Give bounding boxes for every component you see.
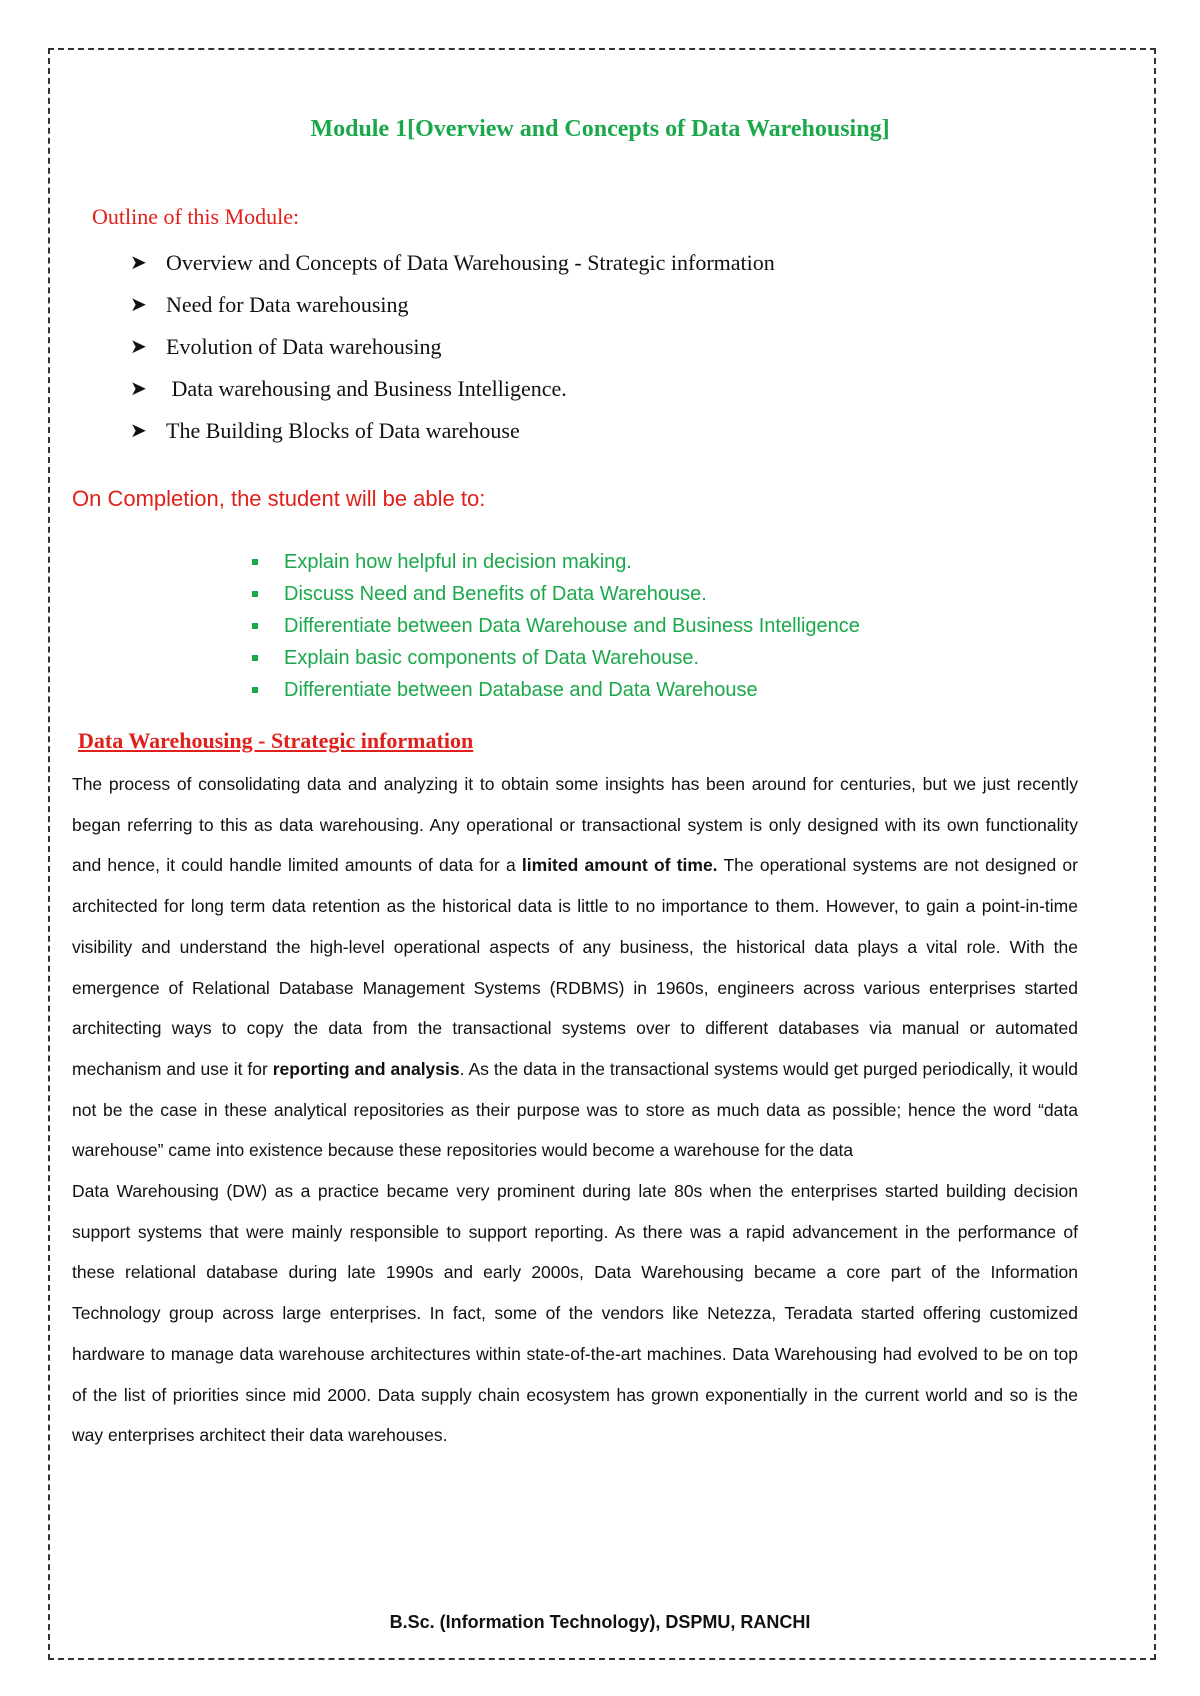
goal-item-text: Discuss Need and Benefits of Data Warehouse. [284,583,707,605]
outline-item-text: Overview and Concepts of Data Warehousing - Strategic information [166,250,775,275]
square-bullet-icon [252,655,258,661]
list-item [130,242,775,284]
square-bullet-icon [252,623,258,629]
paragraph-text: The process of consolidating data and analyzing it to obtain some insights has been around for centuries, but we just recently began referring to this as data warehousing. Any operational or transactional system is only designed with its own functionality and hence, it could handle limited amounts of data for a [72,774,1078,876]
list-item [252,578,860,610]
page-footer: B.Sc. (Information Technology), DSPMU, RANCHI [389,1612,811,1632]
bold-text: limited amount of time. [521,855,718,876]
module-title: Module 1[Overview and Concepts of Data Warehousing] [310,116,890,142]
arrowhead-bullet-icon: ➤ [130,252,147,274]
completion-heading: On Completion, the student will be able to: [72,486,486,511]
section-body [72,764,1078,1456]
list-item [130,368,775,410]
paragraph-text: The operational systems are not designed or architected for long term data retention as the historical data is little to no importance to them. However, to gain a point-in-time visibility and understand the high-level operational aspects of any business, the historical data plays a vital role. With the emergence of Relational Database Management Systems (RDBMS) in 1960s, engineers across various enterprises started architecting ways to copy the data from the transactional systems over to different databases via manual or automated mechanism and use it for [72,855,1078,1079]
list-item [130,326,775,368]
outline-item-text: Need for Data warehousing [166,292,409,317]
outline-list [130,242,775,452]
outline-item-text: Evolution of Data warehousing [166,334,442,359]
list-item [130,410,775,452]
goal-item-text: Differentiate between Database and Data Warehouse [284,679,758,701]
paragraph [72,764,1078,1171]
square-bullet-icon [252,559,258,565]
list-item [130,284,775,326]
paragraph: Data Warehousing (DW) as a practice became very prominent during late 80s when the enterprises started building decision support systems that were mainly responsible to support reporting. As there was a rapid advancement in the performance of these relational database during late 1990s and early 2000s, Data Warehousing became a core part of the Information Technology group across large enterprises. In fact, some of the vendors like Netezza, Teradata started offering customized hardware to manage data warehouse architectures within state-of-the-art machines. Data Warehousing had evolved to be on top of the list of priorities since mid 2000. Data supply chain ecosystem has grown exponentially in the current world and so is the way enterprises architect their data warehouses. [72,1181,1078,1446]
goal-item-text: Differentiate between Data Warehouse and Business Intelligence [284,615,860,637]
square-bullet-icon [252,591,258,597]
arrowhead-bullet-icon: ➤ [130,336,147,358]
list-item [252,610,860,642]
outline-item-text: Data warehousing and Business Intelligence. [166,376,567,401]
outline-item-text: The Building Blocks of Data warehouse [166,418,520,443]
bold-text: reporting and analysis [272,1058,460,1079]
outline-heading: Outline of this Module: [92,204,300,229]
paragraph-text: . As the data in the transactional systems would get purged periodically, it would not be the case in these analytical repositories as their purpose was to store as much data as possible; hence the word “data warehouse” came into existence because these repositories would become a warehouse for the data [72,1058,1078,1161]
section-heading: Data Warehousing - Strategic information [78,728,474,753]
list-item [252,674,860,706]
list-item [252,546,860,578]
arrowhead-bullet-icon: ➤ [130,420,147,442]
square-bullet-icon [252,687,258,693]
goals-list [252,546,860,706]
arrowhead-bullet-icon: ➤ [130,294,147,316]
goal-item-text: Explain how helpful in decision making. [284,551,632,573]
list-item [252,642,860,674]
arrowhead-bullet-icon: ➤ [130,378,147,400]
goal-item-text: Explain basic components of Data Warehouse. [284,647,700,669]
